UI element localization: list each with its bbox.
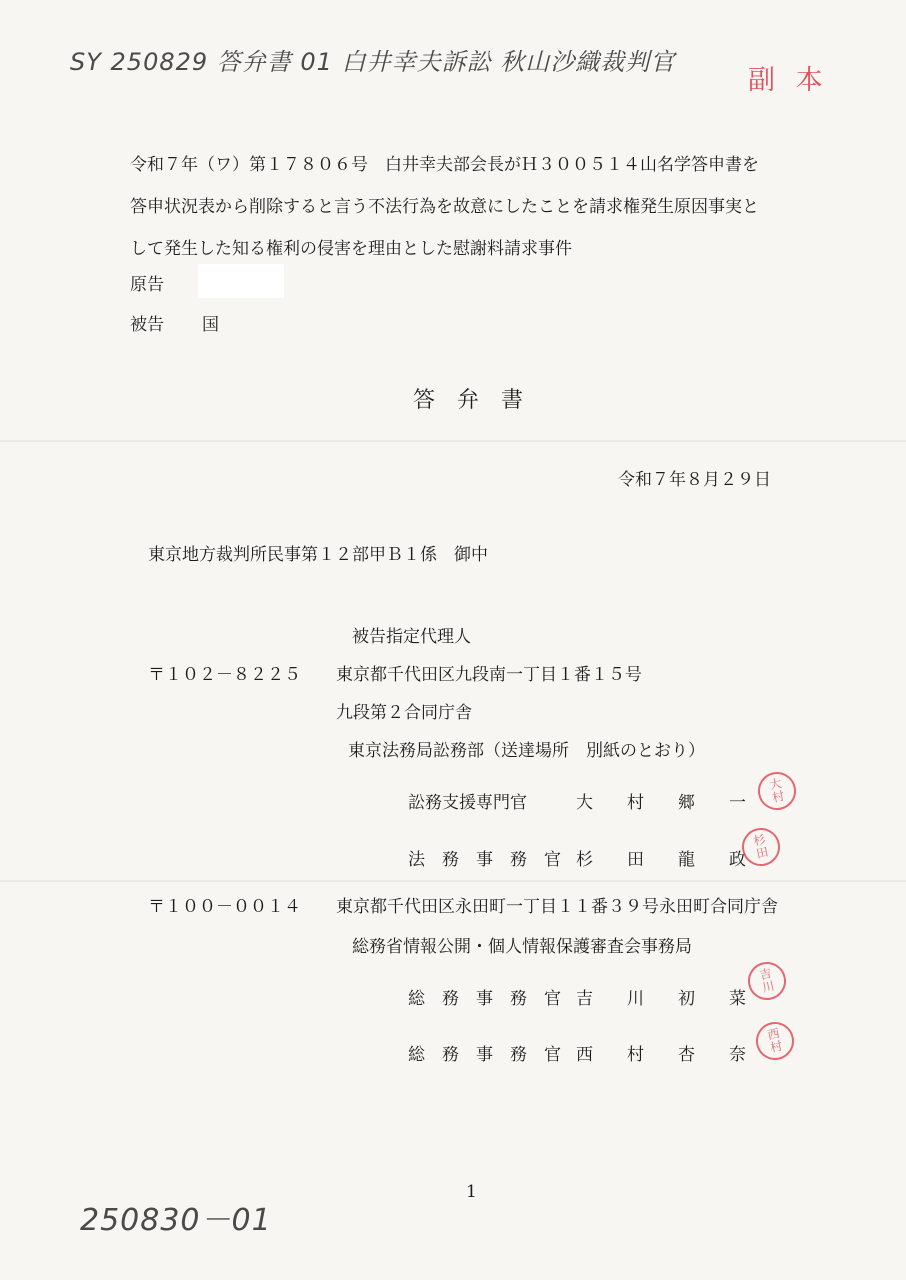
office-department: 総務省情報公開・個人情報保護審査会事務局	[352, 937, 692, 957]
plaintiff-label: 原告	[130, 275, 164, 295]
page-number: 1	[466, 1182, 477, 1202]
agent-title: 法 務 事 務 官	[408, 850, 561, 870]
defendant-value: 国	[202, 315, 219, 335]
handwritten-footer-note: 250830－01	[80, 1203, 272, 1238]
agent-name: 西 村 杏 奈	[576, 1045, 746, 1065]
office-department: 東京法務局訟務部（送達場所 別紙のとおり）	[348, 741, 705, 761]
paper-fold-line	[0, 440, 906, 442]
office-address: 東京都千代田区九段南一丁目１番１５号	[336, 665, 642, 685]
agent-name: 杉 田 龍 政	[576, 850, 746, 870]
handwritten-note: SY 250829 答弁書 01 白井幸夫訴訟 秋山沙織裁判官	[70, 48, 676, 76]
agent-name: 大 村 郷 一	[576, 793, 746, 813]
agent-title: 総 務 事 務 官	[408, 989, 561, 1009]
office-address: 東京都千代田区永田町一丁目１１番３９号永田町合同庁舎	[336, 897, 778, 917]
seal-stamp-icon: 杉 田	[738, 824, 783, 869]
agent-heading: 被告指定代理人	[352, 627, 471, 647]
seal-stamp-icon: 大 村	[754, 768, 799, 813]
agent-name: 吉 川 初 菜	[576, 989, 746, 1009]
office-building: 九段第２合同庁舎	[336, 703, 472, 723]
seal-stamp-icon: 吉 川	[744, 958, 789, 1003]
copy-mark: 副 本	[748, 65, 829, 96]
agent-title: 総 務 事 務 官	[408, 1045, 561, 1065]
case-line-2: 答申状況表から削除すると言う不法行為を故意にしたことを請求権発生原因事実と	[130, 197, 759, 217]
paper-fold-line	[0, 880, 906, 882]
document-date: 令和７年８月２９日	[618, 470, 771, 490]
redaction-box	[198, 264, 284, 298]
seal-stamp-icon: 西 村	[752, 1018, 797, 1063]
document-title: 答 弁 書	[413, 388, 524, 413]
court-addressee: 東京地方裁判所民事第１２部甲Ｂ１係 御中	[148, 545, 488, 565]
postal-code: 〒１００－００１４	[148, 897, 301, 917]
defendant-label: 被告	[130, 315, 164, 335]
case-line-1: 令和７年（ワ）第１７８０６号 白井幸夫部会長がＨ３００５１４山名学答申書を	[130, 155, 759, 175]
case-line-3: して発生した知る権利の侵害を理由とした慰謝料請求事件	[130, 239, 572, 259]
postal-code: 〒１０２－８２２５	[148, 665, 301, 685]
agent-title: 訟務支援専門官	[408, 793, 527, 813]
